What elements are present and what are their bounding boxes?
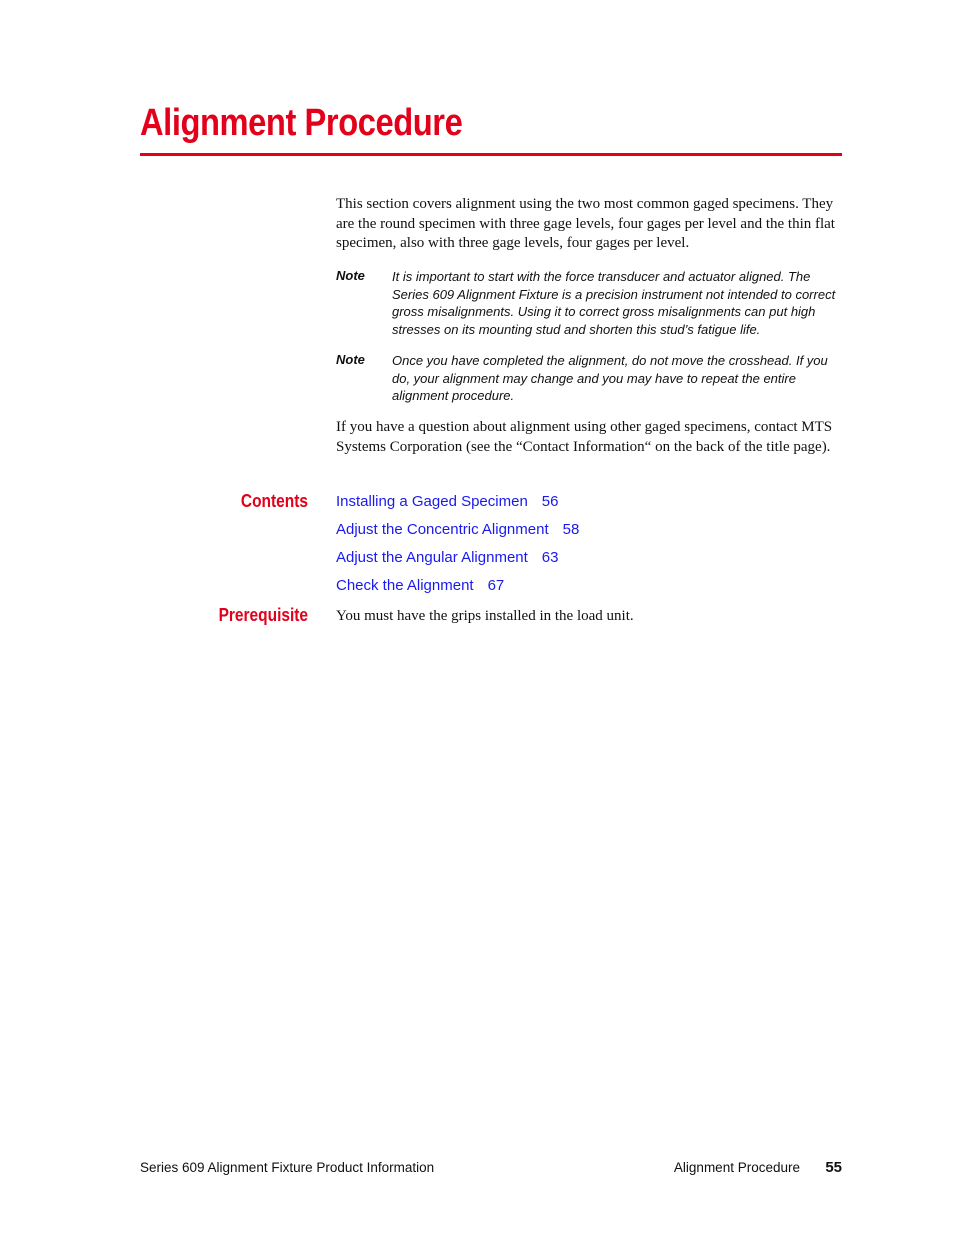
page-title: Alignment Procedure xyxy=(140,102,463,144)
contents-heading: Contents xyxy=(240,491,308,511)
toc-link-adjust-angular-alignment[interactable] xyxy=(336,549,558,566)
toc-link-label: Adjust the Angular Alignment xyxy=(336,549,528,566)
note-label: Note xyxy=(336,268,365,283)
intro-paragraph: This section covers alignment using the two most common gaged specimens. They are the round specimen with three gage levels, four gages per level and the thin flat specimen, also with three gage levels, four gages per level. xyxy=(336,196,835,251)
page-number: 55 xyxy=(825,1159,842,1176)
toc-link-page: 67 xyxy=(487,577,505,594)
toc-link-label: Installing a Gaged Specimen xyxy=(336,493,528,510)
toc-link-page: 58 xyxy=(562,521,580,538)
footer-document-title: Series 609 Alignment Fixture Product Information xyxy=(140,1160,435,1175)
prerequisite-text: You must have the grips installed in the load unit. xyxy=(336,608,634,624)
note-label: Note xyxy=(336,352,365,367)
toc-link-page: 63 xyxy=(541,549,559,566)
title-rule xyxy=(140,153,842,156)
note-text: Once you have completed the alignment, do not move the crosshead. If you do, your alignment may change and you may have to repeat the entire alignment procedure. xyxy=(392,353,828,403)
toc-link-label: Check the Alignment xyxy=(336,577,474,594)
toc-link-adjust-concentric-alignment[interactable] xyxy=(336,521,579,538)
note-text: It is important to start with the force transducer and actuator aligned. The Series 609 Alignment Fixture is a precision instrument not intended to correct gross misalignments. Using it to correct gross misalignments can put high stresses on its mounting stud and shorten this stud’s fatigue life. xyxy=(392,269,836,337)
toc-link-label: Adjust the Concentric Alignment xyxy=(336,521,549,538)
toc-link-page: 56 xyxy=(541,493,559,510)
toc-link-installing-gaged-specimen[interactable] xyxy=(336,493,558,510)
footer-section-name: Alignment Procedure xyxy=(673,1160,800,1175)
prerequisite-heading: Prerequisite xyxy=(218,605,308,625)
contact-paragraph: If you have a question about alignment using other gaged specimens, contact MTS Systems Corporation (see the “Contact Information“ on the back of the title page). xyxy=(336,419,833,455)
toc-link-check-alignment[interactable] xyxy=(336,577,504,594)
